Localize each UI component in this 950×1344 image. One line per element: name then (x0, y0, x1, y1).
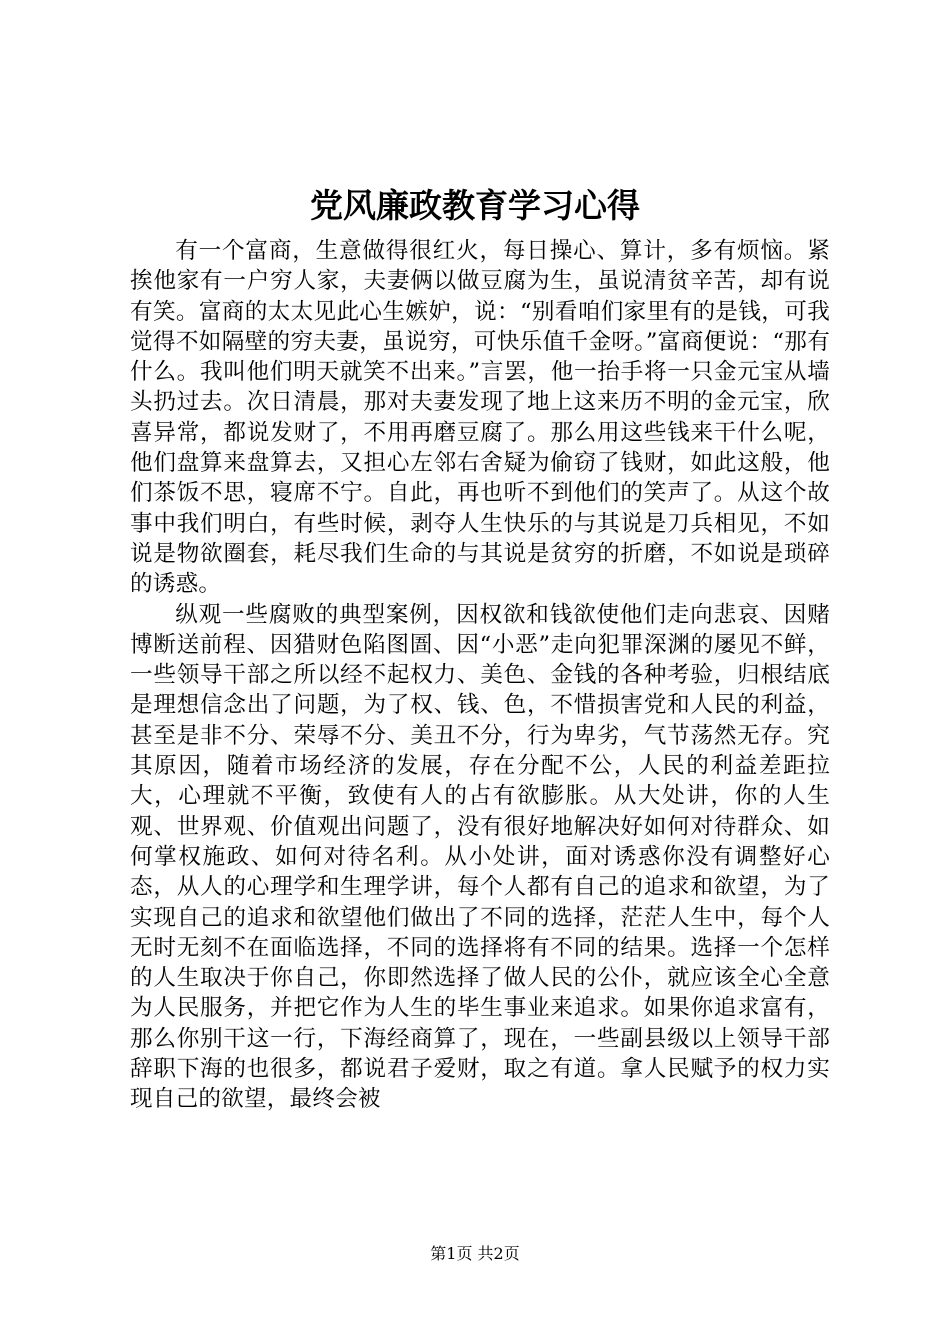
page-number-footer: 第1页 共2页 (430, 1244, 520, 1263)
document-title: 党风廉政教育学习心得 (310, 186, 640, 225)
document-body (130, 236, 830, 1115)
paragraph-story: 有一个富商，生意做得很红火，每日操心、算计，多有烦恼。紧挨他家有一户穷人家，夫妻俩以做豆腐为生，虽说清贫辛苦，却有说有笑。富商的太太见此心生嫉妒，说：“别看咱们家里有的是钱，可我觉得不如隔壁的穷夫妻，虽说穷，可快乐值千金呀。”富商便说：“那有什么。我叫他们明天就笑不出来。”言罢，他一抬手将一只金元宝从墙头扔过去。次日清晨，那对夫妻发现了地上这来历不明的金元宝，欣喜异常，都说发财了，不用再磨豆腐了。那么用这些钱来干什么呢，他们盘算来盘算去，又担心左邻右舍疑为偷窃了钱财，如此这般，他们茶饭不思，寝席不宁。自此，再也听不到他们的笑声了。从这个故事中我们明白，有些时候，剥夺人生快乐的与其说是刀兵相见，不如说是物欲圈套，耗尽我们生命的与其说是贫穷的折磨，不如说是琐碎的诱惑。 (130, 238, 830, 598)
paragraph-corruption-analysis: 纵观一些腐败的典型案例，因权欲和钱欲使他们走向悲哀、因赌博断送前程、因猎财色陷图圄、因“小恶”走向犯罪深渊的屡见不鲜，一些领导干部之所以经不起权力、美色、金钱的各种考验，归根结底是理想信念出了问题，为了权、钱、色，不惜损害党和人民的利益，甚至是非不分、荣辱不分、美丑不分，行为卑劣，气节荡然无存。究其原因，随着市场经济的发展，存在分配不公，人民的利益差距拉大，心理就不平衡，致使有人的占有欲膨胀。从大处讲，你的人生观、世界观、价值观出问题了，没有很好地解决好如何对待群众、如何掌权施政、如何对待名利。从小处讲，面对诱惑你没有调整好心态，从人的心理学和生理学讲，每个人都有自己的追求和欲望，为了实现自己的追求和欲望他们做出了不同的选择，茫茫人生中，每个人无时无刻不在面临选择，不同的选择将有不同的结果。选择一个怎样的人生取决于你自己，你即然选择了做人民的公仆，就应该全心全意为人民服务，并把它作为人生的毕生事业来追求。如果你追求富有，那么你别干这一行，下海经商算了，现在，一些副县级以上领导干部辞职下海的也很多，都说君子爱财，取之有道。拿人民赋予的权力实现自己的欲望，最终会被 (130, 601, 830, 1113)
